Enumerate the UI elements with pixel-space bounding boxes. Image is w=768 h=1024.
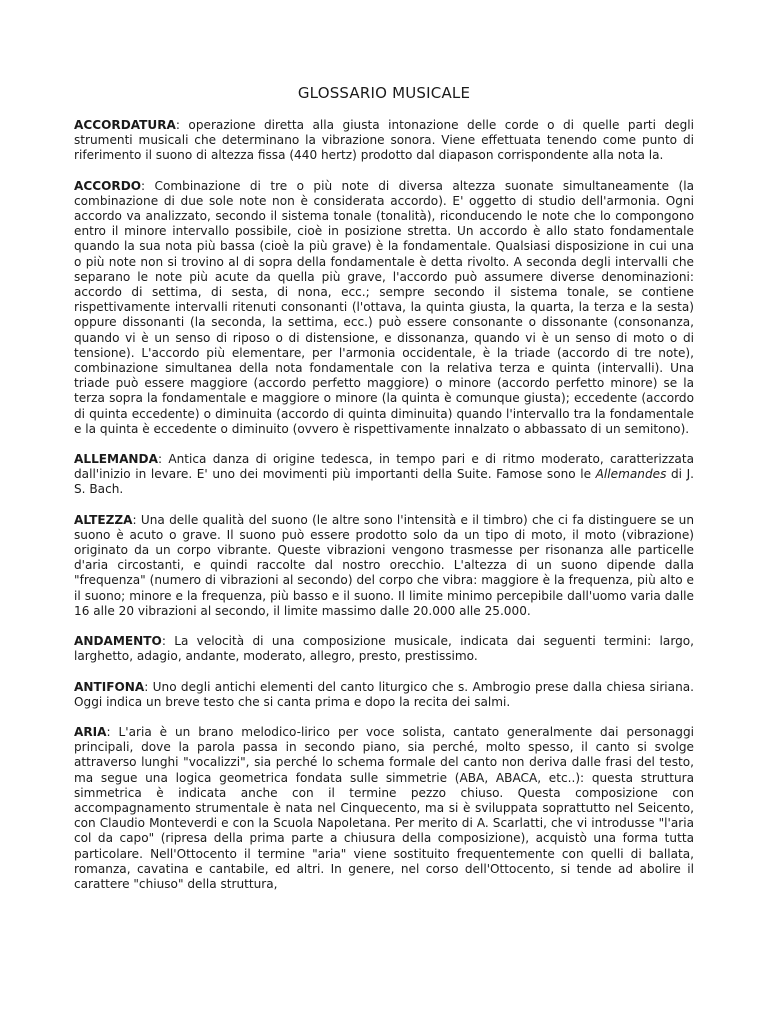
entry-term: ANTIFONA [74,679,145,694]
entry-term: ALLEMANDA [74,452,158,467]
glossary-entry-accordo [74,179,694,437]
glossary-entry-altezza [74,513,694,619]
entry-definition: : Antica danza di origine tedesca, in tempo pari e di ritmo moderato, caratterizzata dall'inizio in levare. E' uno dei movimenti più importanti della Suite. Famose sono le [74,452,694,482]
entry-term: ACCORDATURA [74,118,176,132]
glossary-entry-allemanda [74,452,694,498]
entry-definition: : operazione diretta alla giusta intonazione delle corde o di quelle parti degli strumenti musicali che determinano la vibrazione sonora. Viene effettuata tenendo come punto di riferimento il suono di altezza fissa (440 hertz) prodotto dal diapason corrispondente alla nota la. [74,118,694,163]
glossary-entry-andamento [74,634,694,664]
entry-definition: : Combinazione di tre o più note di diversa altezza suonate simultaneamente (la combinazione di due sole note non è considerata accordo). E' oggetto di studio dell'armonia. Ogni accordo va analizzato, secondo il sistema tonale (tonalità), riconducendo le note che lo compongono entro il minore intervallo possibile, cioè in posizione stretta. Un accordo è allo stato fondamentale quando la sua nota più bassa (cioè la più grave) è la fondamentale. Qualsiasi disposizione in cui una o più note non si trovino al di sopra della fondamentale è detta rivolto. A seconda degli intervalli che separano le note più acute da quella più grave, l'accordo può assumere diverse denominazioni: accordo di settima, di sesta, di nona, ecc.; sempre secondo il sistema tonale, se contiene rispettivamente intervalli ritenuti consonanti (l'ottava, la quinta giusta, la quarta, la terza e la sesta) oppure dissonanti (la seconda, la settima, ecc.) può essere consonante o dissonante (consonanza, quando vi è un senso di riposo o di distensione, e dissonanza, quando vi è un senso di moto o di tensione). L'accordo più elementare, per l'armonia occidentale, è la triade (accordo di tre note), combinazione simultanea della nota fondamentale con la relativa terza e quinta (intervalli). Una triade può essere maggiore (accordo perfetto maggiore) o minore (accordo perfetto minore) se la terza sopra la fondamentale e maggiore o minore (la quinta è comunque giusta); eccedente (accordo di quinta eccedente) o diminuita (accordo di quinta diminuita) quando l'intervallo tra la fondamentale e la quinta è eccedente o diminuito (ovvero è rispettivamente innalzato o abbassato di un semitono). [74,178,694,436]
entry-term: ANDAMENTO [74,634,162,649]
entry-term: ALTEZZA [74,512,133,527]
page-title: GLOSSARIO MUSICALE [297,84,471,102]
entry-term: ACCORDO [74,178,142,193]
glossary-entry-aria [74,725,694,892]
entry-italic-work-title: Allemandes [595,467,667,482]
entry-definition-end: di J. S. Bach. [74,467,695,497]
glossary-entry-antifona [74,680,694,710]
entry-definition: : La velocità di una composizione musicale, indicata dai seguenti termini: largo, larghetto, adagio, andante, moderato, allegro, presto, prestissimo. [74,634,694,664]
entry-definition: : Una delle qualità del suono (le altre sono l'intensità e il timbro) che ci fa distinguere se un suono è acuto o grave. Il suono può essere prodotto solo da un tipo di moto, il moto (vibrazione) originato da un corpo vibrante. Queste vibrazioni vengono trasmesse per risonanza alle particelle d'aria circostanti, e quindi raccolte dal nostro orecchio. L'altezza di un suono dipende dalla "frequenza" (numero di vibrazioni al secondo) del corpo che vibra: maggiore è la frequenza, più alto e il suono; minore e la frequenza, più basso e il suono. Il limite minimo percepibile dall'uomo varia dalle 16 alle 20 vibrazioni al secondo, il limite massimo dalle 20.000 alle 25.000. [74,512,694,618]
entry-definition: : L'aria è un brano melodico-lirico per voce solista, cantato generalmente dai personaggi principali, dove la parola passa in secondo piano, sia perché, molto spesso, il canto si svolge attraverso lunghi "vocalizzi", sia perché lo schema formale del canto non deriva dalle frasi del testo, ma segue una logica geometrica fondata sulle simmetrie (ABA, ABACA, etc..): questa struttura simmetrica è indicata anche con il termine pezzo chiuso. Questa composizione con accompagnamento strumentale è nata nel Cinquecento, ma si è sviluppata soprattutto nel Seicento, con Claudio Monteverdi e con la Scuola Napoletana. Per merito di A. Scarlatti, che vi introdusse "l'aria col da capo" (ripresa della prima parte a chiusura della composizione), acquistò una forma tutta particolare. Nell'Ottocento il termine "aria" viene sostituito frequentemente con quelli di ballata, romanza, cavatina e cantabile, ed altri. In genere, nel corso dell'Ottocento, si tende ad abolire il carattere "chiuso" della struttura, [74,724,694,891]
entry-term: ARIA [74,724,107,739]
entry-definition: : Uno degli antichi elementi del canto liturgico che s. Ambrogio prese dalla chiesa siriana. Oggi indica un breve testo che si canta prima e dopo la recita dei salmi. [74,679,694,709]
glossary-entry-accordatura [74,118,694,164]
